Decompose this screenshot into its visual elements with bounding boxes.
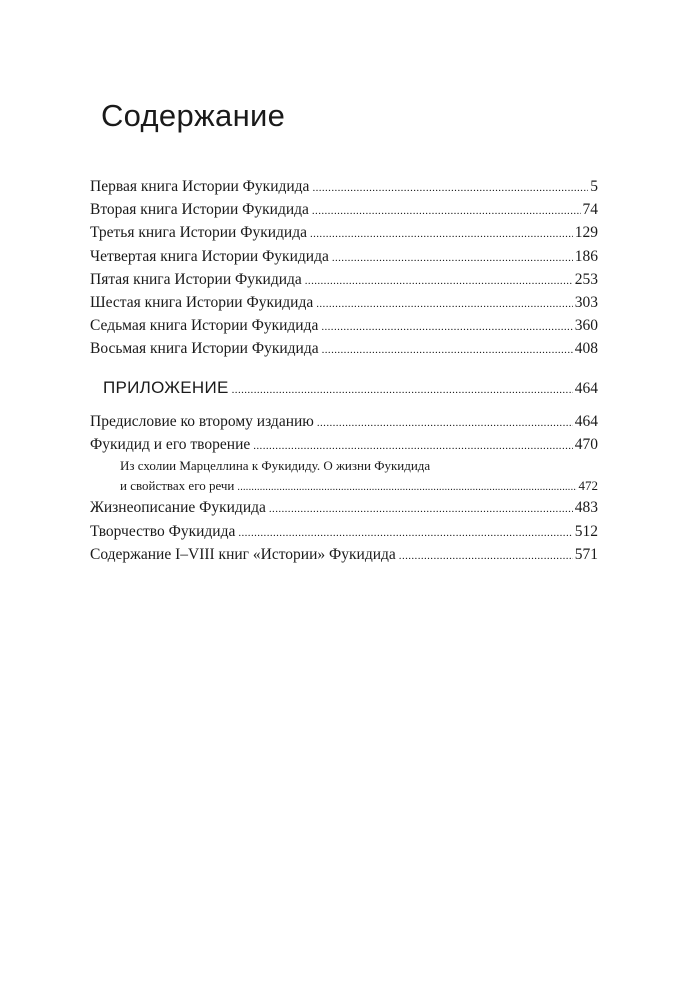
toc-entry[interactable] [90, 410, 598, 433]
toc-entry-label: Четвертая книга Истории Фукидида [90, 247, 329, 265]
toc-leader-dots [305, 268, 573, 293]
appendix-heading-label: ПРИЛОЖЕНИЕ [103, 378, 229, 397]
toc-leader-dots [253, 433, 573, 458]
toc-entry[interactable] [90, 175, 598, 198]
toc-entry-page: 408 [574, 340, 598, 358]
toc-leader-dots [317, 410, 573, 435]
toc-entry-page: 360 [574, 317, 598, 335]
toc-entry[interactable] [90, 543, 598, 566]
toc-leader-dots [312, 175, 588, 200]
toc-sub-entry-line1: Из схолии Марцеллина к Фукидиду. О жизни Фукидида [120, 458, 431, 474]
toc-entry-label: Вторая книга Истории Фукидида [90, 201, 309, 219]
toc-leader-dots [269, 496, 573, 521]
toc-entry[interactable] [90, 520, 598, 543]
toc-leader-dots [332, 245, 573, 270]
toc-entry-label: Седьмая книга Истории Фукидида [90, 317, 319, 335]
toc-leader-dots [310, 221, 573, 246]
toc-entry-page: 571 [574, 545, 598, 563]
toc-entry-label: Первая книга Истории Фукидида [90, 178, 310, 195]
toc-leader-dots [312, 198, 581, 223]
toc-entry-label: Восьмая книга Истории Фукидида [90, 340, 319, 358]
toc-entry-page: 253 [574, 270, 598, 288]
toc-entry[interactable] [90, 496, 598, 519]
toc-entry-label: Третья книга Истории Фукидида [90, 224, 307, 242]
toc-entry-page: 483 [574, 499, 598, 517]
toc-entry-page: 512 [574, 522, 598, 540]
appendix-heading-block [90, 376, 598, 400]
toc-entry-label: Предисловие ко второму изданию [90, 413, 314, 430]
toc-entry[interactable] [90, 291, 598, 314]
toc-leader-dots [399, 543, 573, 568]
toc-entry-page: 5 [590, 178, 598, 195]
toc-entry-label: Фукидид и его творение [90, 436, 251, 454]
toc-leader-dots [316, 291, 573, 316]
toc-entry-page: 186 [574, 247, 598, 265]
toc-entry[interactable] [90, 337, 598, 360]
toc-entry[interactable] [90, 198, 598, 221]
toc-entry-page: 464 [574, 413, 598, 430]
toc-leader-dots [232, 377, 573, 402]
toc-entry-label: Содержание I–VIII книг «Истории» Фукидида [90, 545, 396, 563]
toc-entry[interactable] [90, 268, 598, 291]
page-title: Содержание [101, 98, 286, 133]
toc-entry[interactable] [90, 314, 598, 337]
toc-leader-dots [238, 520, 572, 545]
appendix-heading[interactable] [90, 376, 598, 400]
toc-leader-dots [237, 476, 576, 498]
toc-main-list [90, 175, 598, 361]
toc-entry-page: 74 [582, 201, 598, 219]
toc-entry[interactable] [90, 245, 598, 268]
toc-entry-label: Пятая книга Истории Фукидида [90, 270, 302, 288]
toc-entry-label: Шестая книга Истории Фукидида [90, 293, 314, 311]
toc-leader-dots [321, 314, 572, 339]
toc-entry-label: Творчество Фукидида [90, 522, 236, 540]
toc-entry-label: Жизнеописание Фукидида [90, 499, 266, 517]
toc-entry-page: 129 [574, 224, 598, 242]
toc-sub-entry-line2-row [120, 476, 598, 496]
appendix-heading-page: 464 [574, 380, 598, 397]
toc-leader-dots [322, 337, 573, 362]
toc-entry[interactable] [90, 433, 598, 456]
toc-entry[interactable] [90, 221, 598, 244]
toc-sub-entry[interactable] [90, 456, 598, 496]
toc-entry-page: 303 [574, 293, 598, 311]
toc-entry-page: 470 [574, 436, 598, 454]
toc-sub-entry-line2: и свойствах его речи [120, 478, 235, 494]
toc-appendix-list [90, 410, 598, 566]
toc-sub-entry-page: 472 [578, 478, 598, 494]
